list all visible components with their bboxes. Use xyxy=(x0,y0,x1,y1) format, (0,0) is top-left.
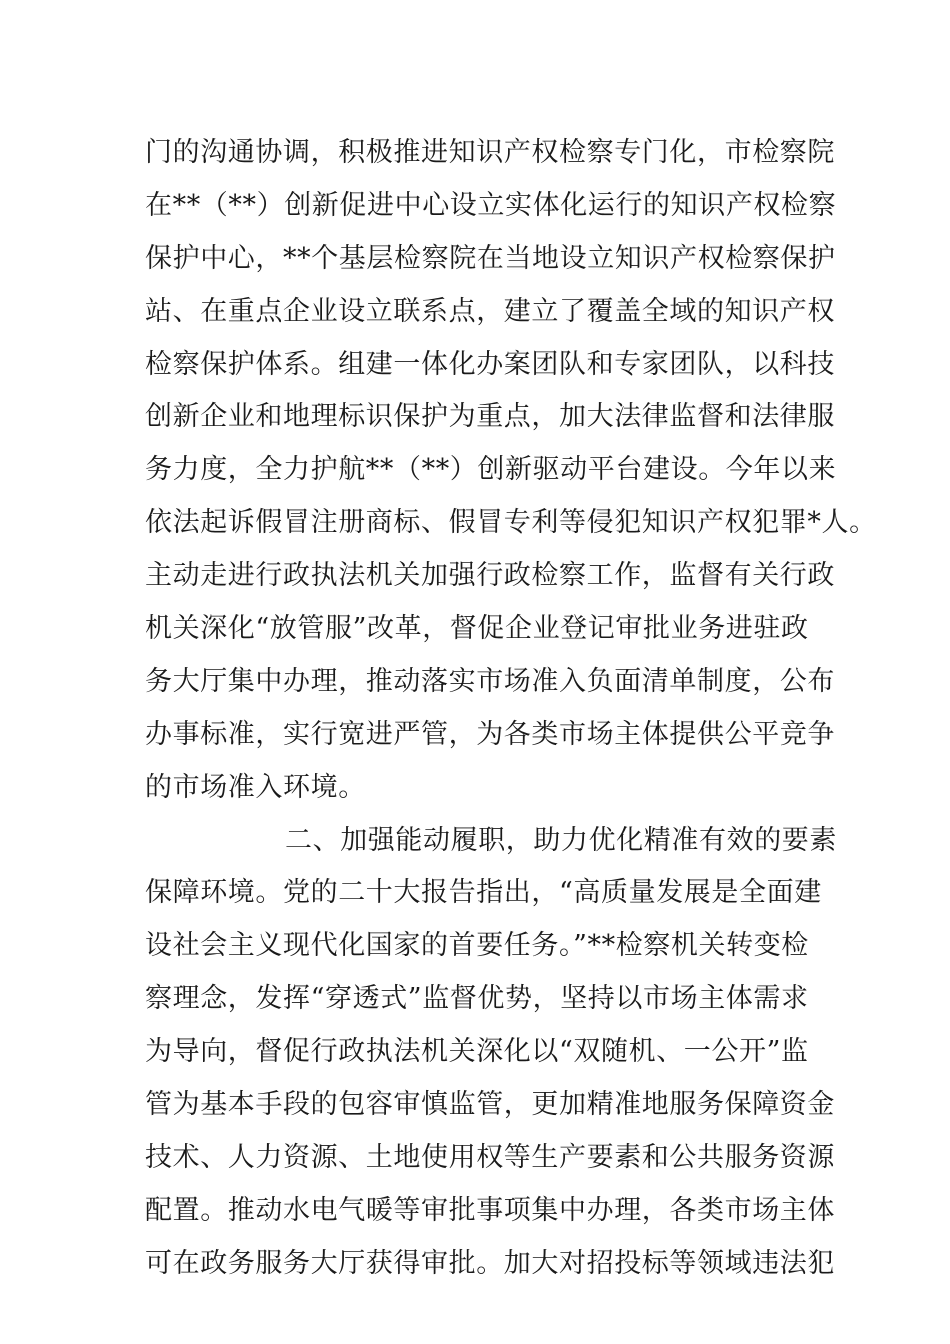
text-line: 设社会主义现代化国家的首要任务。”**检察机关转变检 xyxy=(145,930,809,962)
text-line: 站、在重点企业设立联系点，建立了覆盖全域的知识产权 xyxy=(145,295,835,327)
text-line: 门的沟通协调，积极推进知识产权检察专门化，市检察院 xyxy=(145,137,835,168)
text-line: 创新企业和地理标识保护为重点，加大法律监督和法律服 xyxy=(145,401,835,433)
text-line: 保障环境。党的二十大报告指出，“高质量发展是全面建 xyxy=(145,877,822,909)
text-line: 依法起诉假冒注册商标、假冒专利等侵犯知识产权犯罪*人。 xyxy=(145,507,877,539)
text-line: 为导向，督促行政执法机关深化以“双随机、一公开”监 xyxy=(145,1036,809,1068)
text-line: 机关深化“放管服”改革，督促企业登记审批业务进驻政 xyxy=(145,613,809,645)
section-heading-line: 二、加强能动履职，助力优化精准有效的要素 xyxy=(285,824,837,856)
text-line: 配置。推动水电气暖等审批事项集中办理，各类市场主体 xyxy=(145,1194,835,1226)
text-line: 主动走进行政执法机关加强行政检察工作，监督有关行政 xyxy=(145,560,835,592)
text-line: 察理念，发挥“穿透式”监督优势，坚持以市场主体需求 xyxy=(145,983,809,1015)
text-line: 在**（**）创新促进中心设立实体化运行的知识产权检察 xyxy=(145,189,837,221)
text-line: 务大厅集中办理，推动落实市场准入负面清单制度，公布 xyxy=(145,665,835,697)
text-line: 技术、人力资源、土地使用权等生产要素和公共服务资源 xyxy=(145,1141,835,1173)
text-line: 办事标准，实行宽进严管，为各类市场主体提供公平竞争 xyxy=(145,718,835,750)
text-line: 保护中心，**个基层检察院在当地设立知识产权检察保护 xyxy=(145,242,836,274)
text-line: 管为基本手段的包容审慎监管，更加精准地服务保障资金 xyxy=(145,1089,835,1121)
text-line: 检察保护体系。组建一体化办案团队和专家团队，以科技 xyxy=(145,348,835,380)
text-line: 务力度，全力护航**（**）创新驱动平台建设。今年以来 xyxy=(145,454,837,486)
body-text xyxy=(145,127,877,1291)
text-line: 的市场准入环境。 xyxy=(145,771,366,803)
text-line: 可在政务服务大厅获得审批。加大对招投标等领域违法犯 xyxy=(145,1247,835,1279)
